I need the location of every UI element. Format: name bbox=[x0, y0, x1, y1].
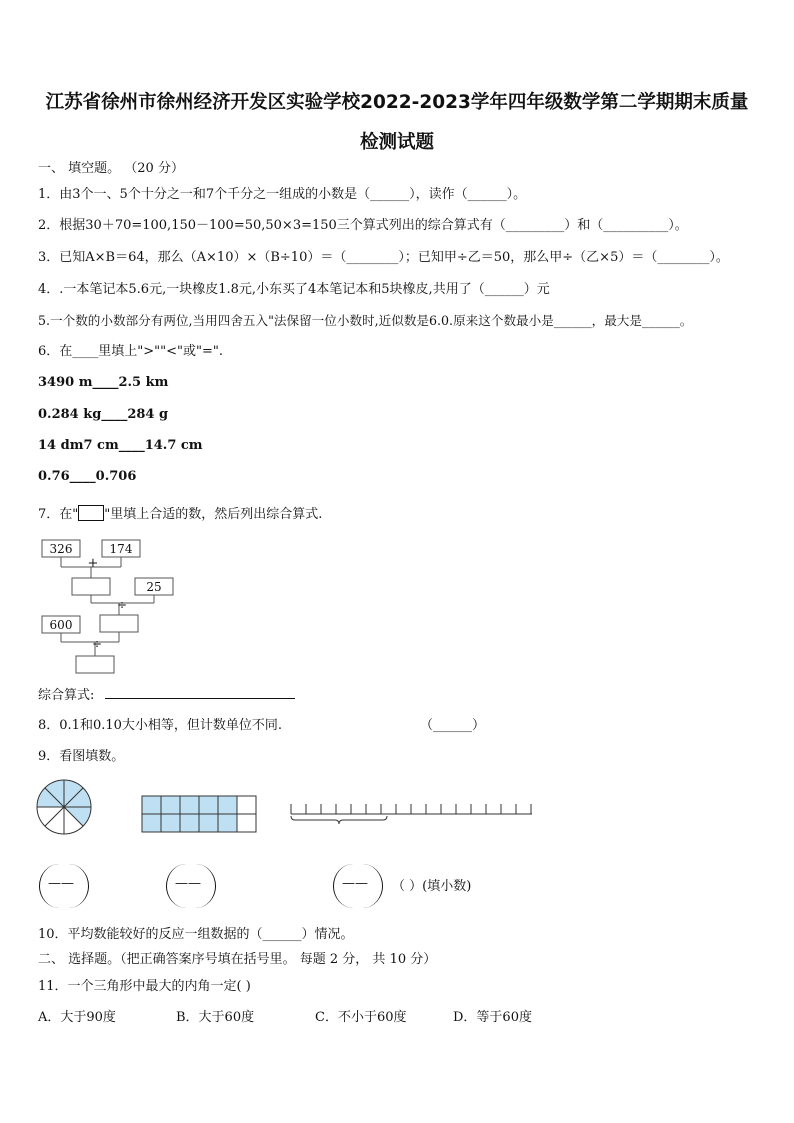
diagram-box-quotient bbox=[100, 615, 138, 632]
question-7 bbox=[38, 505, 322, 524]
decimal-answer[interactable]: （ ）(填小数) bbox=[392, 879, 472, 894]
fraction-answer-2[interactable] bbox=[166, 864, 216, 908]
question-6-item-b: 0.284 kg____284 g bbox=[38, 407, 169, 422]
diagram-box-sum bbox=[72, 578, 110, 595]
diagram-number-174: 174 bbox=[109, 542, 133, 556]
diagram-number-600: 600 bbox=[49, 618, 73, 632]
fraction-bar-1: —— bbox=[48, 876, 74, 891]
question-7-text-start: 7．在" bbox=[38, 507, 79, 522]
number-line-figure bbox=[289, 802, 535, 826]
section-1-heading: 一、 填空题。 （20 分） bbox=[38, 161, 184, 176]
question-6: 6．在____里填上">""<"或"=". bbox=[38, 344, 223, 359]
fraction-answer-1[interactable] bbox=[39, 864, 89, 908]
option-c[interactable]: C．不小于60度 bbox=[315, 1010, 407, 1025]
title-line-2: 检测试题 bbox=[359, 132, 434, 153]
question-1: 1．由3个一、5个十分之一和7个千分之一组成的小数是（______），读作（______）。 bbox=[38, 187, 527, 202]
question-7-formula bbox=[38, 686, 295, 705]
option-d[interactable]: D．等于60度 bbox=[453, 1010, 532, 1025]
divide-operator-1: ÷ bbox=[116, 598, 128, 612]
fraction-bar-2: —— bbox=[175, 876, 201, 891]
question-9: 9．看图填数。 bbox=[38, 749, 125, 764]
question-10: 10．平均数能较好的反应一组数据的（______）情况。 bbox=[38, 927, 354, 942]
fraction-grid-figure bbox=[141, 795, 257, 833]
plus-operator: + bbox=[87, 556, 99, 571]
formula-label: 综合算式: bbox=[38, 688, 95, 703]
question-7-diagram bbox=[38, 536, 198, 678]
diagram-number-25: 25 bbox=[146, 580, 162, 594]
question-7-text-end: "里填上合适的数，然后列出综合算式. bbox=[104, 507, 323, 522]
question-8: 8．0.1和0.10大小相等，但计数单位不同. bbox=[38, 718, 283, 733]
question-2: 2．根据30＋70=100,150－100=50,50×3=150三个算式列出的综合算式有（_________）和（__________）。 bbox=[38, 218, 688, 233]
diagram-box-result bbox=[76, 656, 114, 673]
question-5: 5.一个数的小数部分有两位,当用四舍五入"法保留一位小数时,近似数是6.0.原来这个数最小是______，最大是______。 bbox=[38, 313, 693, 328]
question-8-answer[interactable]: （______） bbox=[420, 718, 486, 733]
fraction-bar-3: —— bbox=[342, 876, 368, 891]
option-b[interactable]: B．大于60度 bbox=[176, 1010, 255, 1025]
fraction-circle-figure bbox=[36, 779, 92, 835]
fraction-answer-3[interactable] bbox=[333, 864, 383, 908]
question-6-item-c: 14 dm7 cm____14.7 cm bbox=[38, 438, 203, 453]
question-6-item-d: 0.76____0.706 bbox=[38, 469, 137, 484]
section-2-heading: 二、 选择题。（把正确答案序号填在括号里。 每题 2 分， 共 10 分） bbox=[38, 952, 437, 967]
question-4: 4．.一本笔记本5.6元,一块橡皮1.8元,小东买了4本笔记本和5块橡皮,共用了（______）元 bbox=[38, 282, 550, 297]
question-11: 11．一个三角形中最大的内角一定( ) bbox=[38, 979, 251, 994]
diagram-number-326: 326 bbox=[49, 542, 73, 556]
formula-answer-blank[interactable] bbox=[105, 686, 295, 699]
option-a[interactable]: A．大于90度 bbox=[38, 1010, 116, 1025]
question-6-item-a: 3490 m____2.5 km bbox=[38, 375, 169, 390]
title-line-1: 江苏省徐州市徐州经济开发区实验学校2022-2023学年四年级数学第二学期期末质量 bbox=[45, 92, 749, 113]
question-3: 3．已知A×B＝64，那么（A×10）×（B÷10）＝（________）；已知甲÷乙＝50，那么甲÷（乙×5）＝（________）。 bbox=[38, 250, 729, 265]
divide-operator-2: ÷ bbox=[91, 637, 103, 651]
answer-box-icon bbox=[78, 505, 104, 521]
